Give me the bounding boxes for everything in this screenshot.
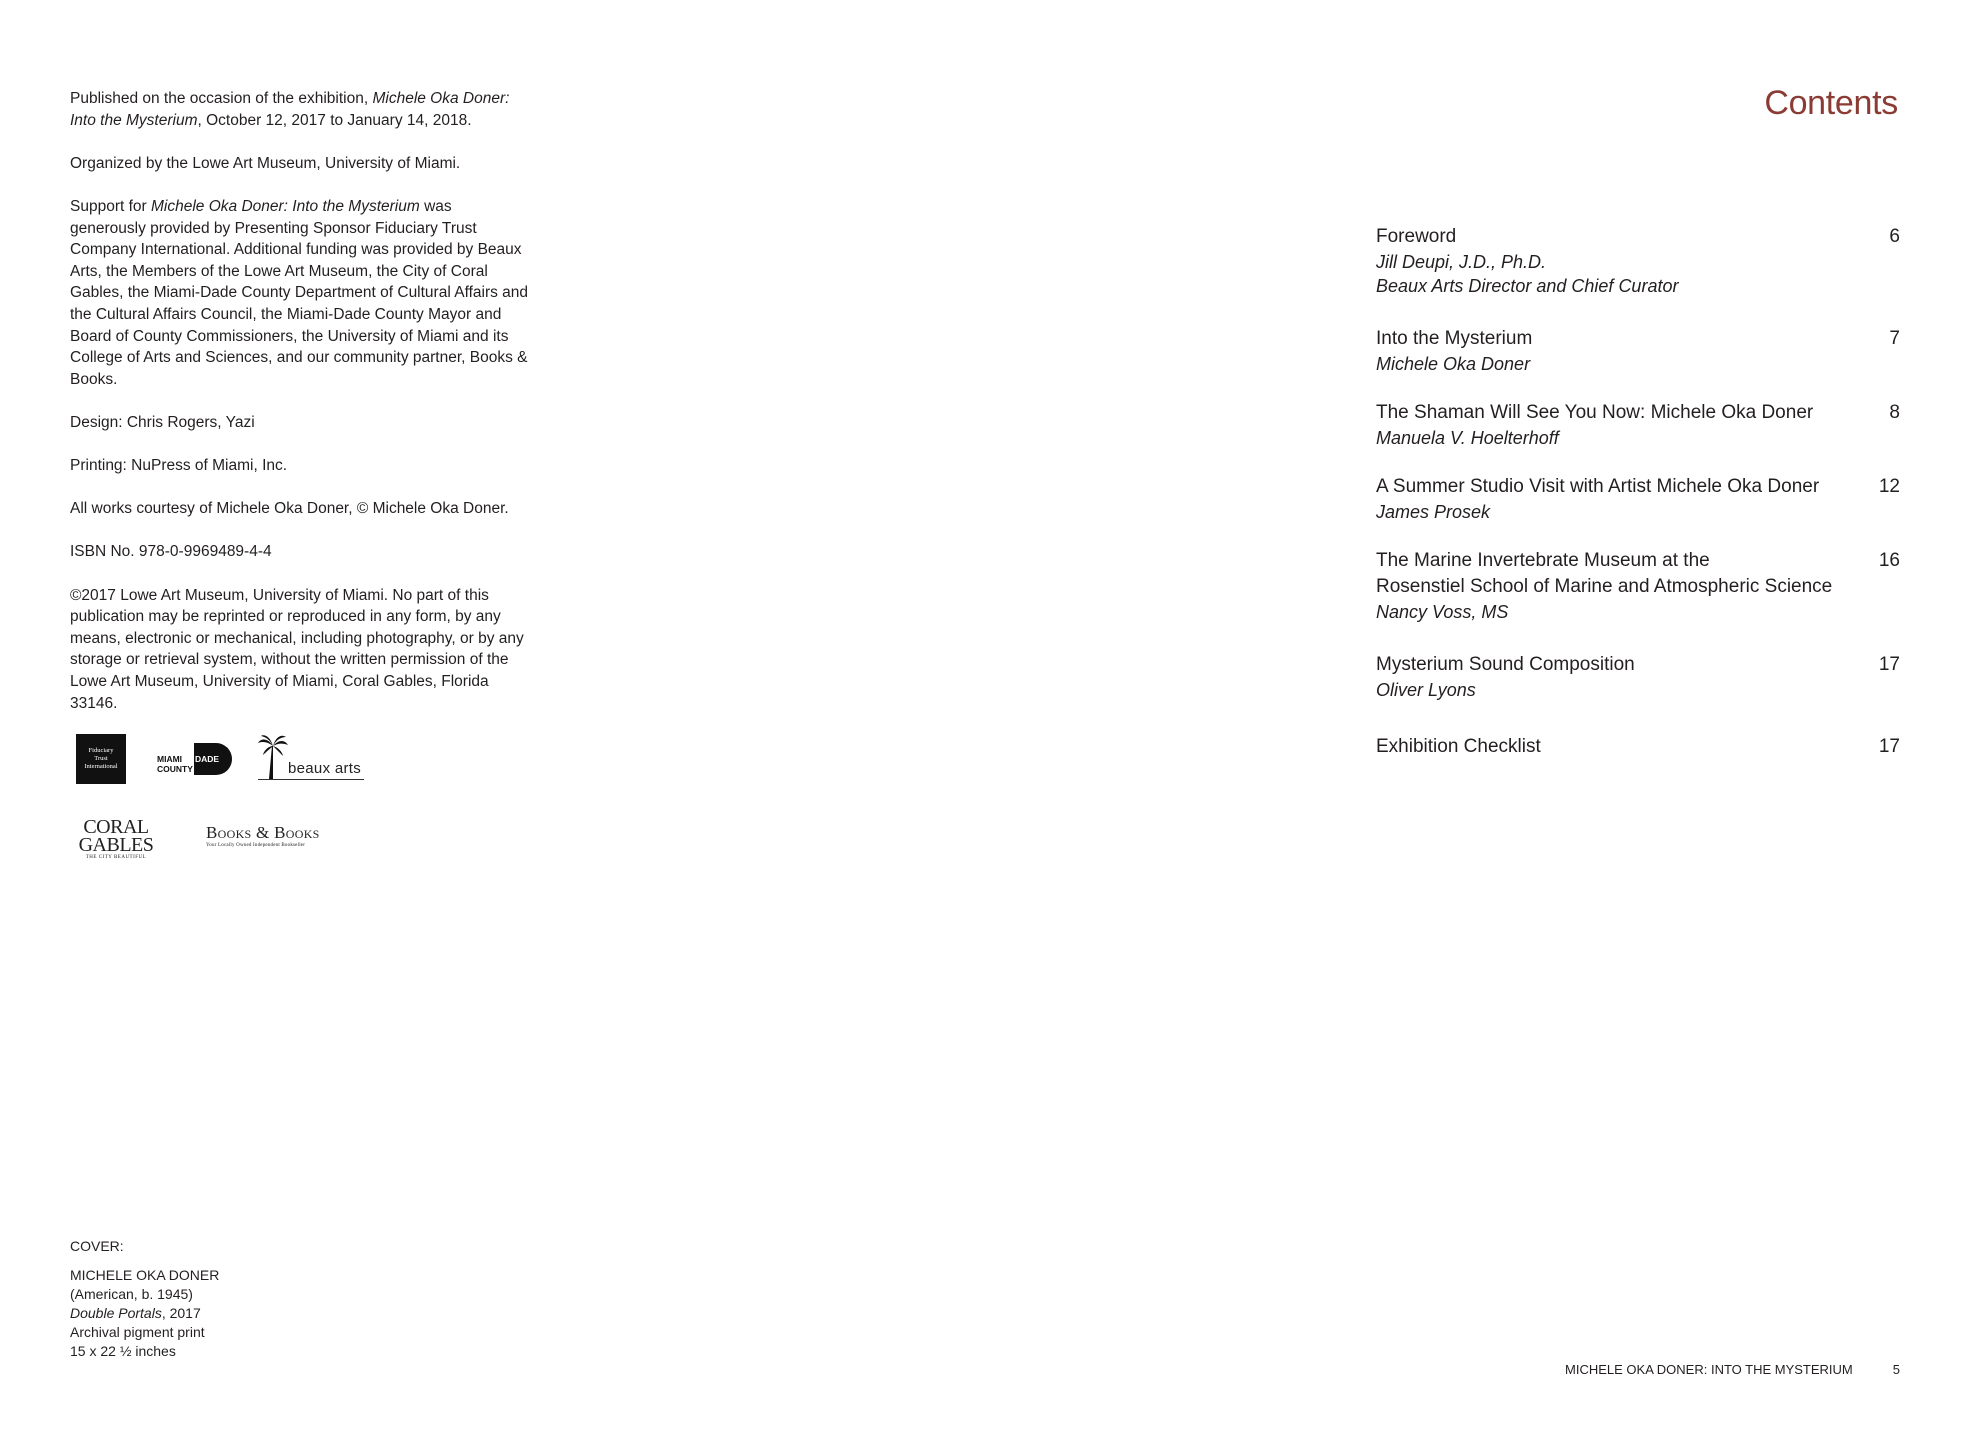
cover-work [70, 1304, 370, 1323]
colophon [70, 88, 530, 736]
coral-gables-logo-line: GABLES [78, 834, 154, 856]
toc-entry-author-role: Beaux Arts Director and Chief Curator [1376, 276, 1679, 296]
toc-entry[interactable] [1376, 474, 1900, 524]
support-text-pre: Support for [70, 197, 151, 215]
coral-gables-logo-line: CORAL [83, 816, 149, 838]
toc-entry-title: Into the Mysterium [1376, 328, 1533, 349]
toc-entry-title: The Shaman Will See You Now: Michele Oka Doner [1376, 402, 1814, 423]
toc-entry-author: Jill Deupi, J.D., Ph.D. [1376, 252, 1547, 272]
sponsor-logos [74, 734, 494, 874]
toc-entry-author: Oliver Lyons [1376, 680, 1476, 700]
cover-medium: Archival pigment print [70, 1324, 205, 1340]
cover-work-year: , 2017 [161, 1305, 201, 1321]
toc-entry-page: 16 [1878, 550, 1900, 571]
toc-entry-page: 6 [1889, 226, 1900, 247]
palm-tree-icon [258, 734, 288, 780]
miami-dade-logo-mark [156, 742, 232, 776]
coral-gables-tagline: THE CITY BEAUTIFUL [85, 855, 147, 860]
design-credit: Design: Chris Rogers, Yazi [70, 413, 255, 431]
fiduciary-logo-line: Trust [94, 755, 108, 762]
cover-dimensions: 15 x 22 ½ inches [70, 1343, 176, 1359]
page-footer [1565, 1362, 1900, 1377]
toc-entry-page: 8 [1889, 402, 1900, 423]
right-page [987, 0, 1974, 1429]
cover-credit [70, 1237, 370, 1361]
toc-entry-author: Nancy Voss, MS [1376, 602, 1509, 622]
toc-entry-title: Exhibition Checklist [1376, 736, 1541, 757]
toc-entry-author: Michele Oka Doner [1376, 354, 1531, 374]
county-logo-text: COUNTY [157, 764, 193, 774]
support-note [70, 196, 530, 390]
books-and-books-logo-text: Books & Books [206, 823, 320, 842]
support-text-post: was generously provided by Presenting Sponsor Fiduciary Trust Company International. Additional funding was provided by Beaux Arts, the Members of the Lowe Art Museum, the City of Coral Gables, the Miami-Dade County Department of Cultural Affairs and the Cultural Affairs Council, the Miami-Dade County Mayor and Board of County Commissioners, the University of Miami and its College of Arts and Sciences, and our community partner, Books & Books. [70, 197, 529, 388]
running-title: MICHELE OKA DONER: INTO THE MYSTERIUM [1565, 1362, 1853, 1377]
cover-artist: MICHELE OKA DONER [70, 1267, 220, 1283]
page-number: 5 [1892, 1362, 1900, 1377]
toc-entry[interactable] [1376, 400, 1900, 450]
isbn: ISBN No. 978-0-9969489-4-4 [70, 543, 272, 561]
toc-entry-title-continued: Rosenstiel School of Marine and Atmospheric Science [1376, 576, 1833, 597]
cover-label: COVER: [70, 1238, 124, 1254]
toc-entry-page: 7 [1889, 328, 1900, 349]
dade-logo-text: DADE [195, 754, 220, 764]
copyright-notice: ©2017 Lowe Art Museum, University of Miami. No part of this publication may be reprinted or reproduced in any form, by any means, electronic or mechanical, including photography, or by any storage or retrieval system, without the written permission of the Lowe Art Museum, University of Miami, Coral Gables, Florida 33146. [70, 586, 524, 712]
toc-entry-page: 17 [1878, 736, 1900, 757]
organizer-note: Organized by the Lowe Art Museum, University of Miami. [70, 154, 461, 172]
toc-entry-author: Manuela V. Hoelterhoff [1376, 428, 1559, 448]
beaux-arts-logo-text: beaux arts [288, 760, 362, 777]
toc-entry-title: Mysterium Sound Composition [1376, 654, 1635, 675]
books-and-books-logo [206, 824, 336, 854]
cover-artist-nationality: (American, b. 1945) [70, 1286, 193, 1302]
beaux-arts-underline [258, 779, 364, 780]
support-exhibition-title: Michele Oka Doner: Into the Mysterium [151, 197, 420, 215]
exhibition-dates: , October 12, 2017 to January 14, 2018. [197, 111, 472, 129]
beaux-arts-logo [258, 734, 368, 782]
printing-credit: Printing: NuPress of Miami, Inc. [70, 457, 288, 475]
publication-note-text: Published on the occasion of the exhibition, [70, 90, 373, 107]
coral-gables-logo [78, 818, 154, 864]
toc-entry[interactable] [1376, 224, 1900, 298]
toc-entry[interactable] [1376, 652, 1900, 702]
publication-note [70, 88, 530, 131]
miami-dade-county-logo [156, 742, 232, 776]
books-and-books-tagline: Your Locally Owned Independent Bookseller [206, 843, 306, 848]
miami-logo-text: MIAMI [157, 754, 183, 764]
fiduciary-logo-line: International [84, 763, 118, 770]
toc-entry-title: Foreword [1376, 226, 1457, 247]
contents-heading: Contents [1764, 84, 1898, 122]
toc-entry-title: A Summer Studio Visit with Artist Michele Oka Doner [1376, 476, 1820, 497]
exhibition-title: Michele Oka Doner: Into the Mysterium [70, 90, 510, 129]
toc-entry[interactable] [1376, 548, 1900, 624]
works-courtesy: All works courtesy of Michele Oka Doner, © Michele Oka Doner. [70, 500, 509, 518]
toc-entry-page: 17 [1878, 654, 1900, 675]
toc-entry[interactable] [1376, 734, 1900, 760]
toc-entry-page: 12 [1878, 476, 1900, 497]
toc-entry[interactable] [1376, 326, 1900, 376]
fiduciary-trust-logo [76, 734, 126, 784]
toc-entry-author: James Prosek [1376, 502, 1491, 522]
fiduciary-logo-line: Fiduciary [88, 747, 114, 754]
toc-entry-title: The Marine Invertebrate Museum at the [1376, 550, 1710, 571]
cover-work-title: Double Portals [70, 1305, 162, 1321]
